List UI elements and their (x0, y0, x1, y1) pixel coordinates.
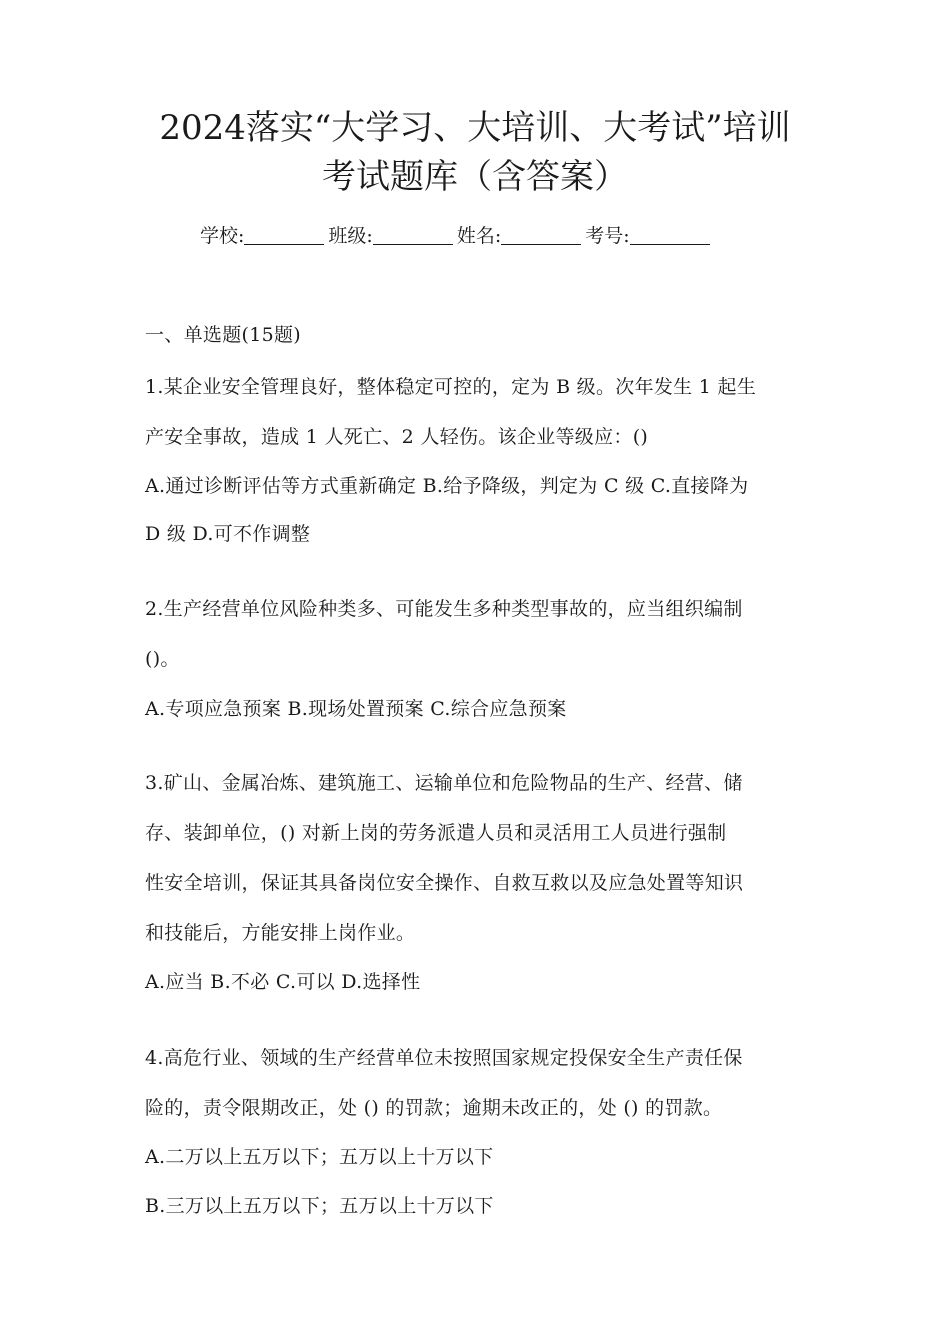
question-2-stem-line-1: 2.生产经营单位风险种类多、可能发生多种类型事故的，应当组织编制 (145, 598, 743, 620)
question-1-stem-line-1: 1.某企业安全管理良好，整体稳定可控的，定为 B 级。次年发生 1 起生 (145, 376, 757, 398)
document-title-line-2: 考试题库（含答案） (322, 157, 628, 197)
question-4-option-b: B.三万以上五万以下；五万以上十万以下 (145, 1195, 494, 1217)
number-blank (630, 224, 710, 245)
name-blank (501, 224, 581, 245)
question-1-options-line-2: D 级 D.可不作调整 (145, 523, 311, 545)
student-info-fields (200, 222, 760, 250)
name-label: 姓名: (456, 225, 502, 247)
question-3-stem-line-3: 性安全培训，保证其具备岗位安全操作、自救互救以及应急处置等知识 (145, 872, 744, 894)
question-2-options-line-1: A.专项应急预案 B.现场处置预案 C.综合应急预案 (145, 698, 567, 720)
school-label: 学校: (200, 225, 245, 247)
class-blank (373, 224, 453, 245)
question-3-stem-line-2: 存、装卸单位，() 对新上岗的劳务派遣人员和灵活用工人员进行强制 (145, 822, 727, 844)
question-2-stem-line-2: ()。 (145, 648, 180, 670)
question-4-stem-line-1: 4.高危行业、领域的生产经营单位未按照国家规定投保安全生产责任保 (145, 1047, 743, 1069)
number-label: 考号: (585, 225, 630, 247)
section-heading: 一、单选题(15题) (145, 324, 302, 346)
question-4-option-a: A.二万以上五万以下；五万以上十万以下 (145, 1146, 494, 1168)
question-1-options-line-1: A.通过诊断评估等方式重新确定 B.给予降级，判定为 C 级 C.直接降为 (145, 475, 749, 497)
question-3-options-line-1: A.应当 B.不必 C.可以 D.选择性 (145, 971, 421, 993)
question-1-stem-line-2: 产安全事故，造成 1 人死亡、2 人轻伤。该企业等级应：() (145, 426, 649, 448)
class-label: 班级: (328, 225, 373, 247)
question-3-stem-line-4: 和技能后，方能安排上岗作业。 (145, 922, 416, 944)
school-blank (244, 224, 324, 245)
question-4-stem-line-2: 险的，责令限期改正，处 () 的罚款；逾期未改正的，处 () 的罚款。 (145, 1097, 723, 1119)
document-title-line-1: 2024落实“大学习、大培训、大考试”培训 (159, 108, 791, 148)
question-3-stem-line-1: 3.矿山、金属冶炼、建筑施工、运输单位和危险物品的生产、经营、储 (145, 772, 743, 794)
